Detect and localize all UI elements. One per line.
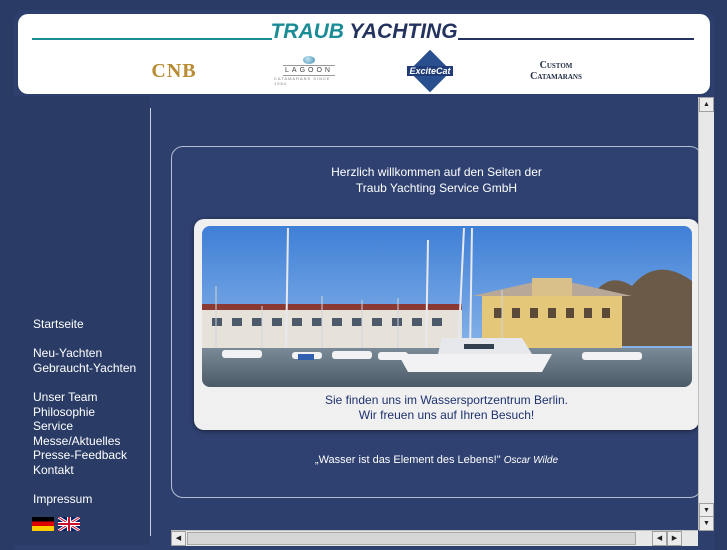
uk-flag-graphic <box>58 517 80 531</box>
quote <box>171 454 702 466</box>
scroll-right-icon[interactable]: ▶ <box>667 531 682 546</box>
photo-card <box>194 219 699 430</box>
nav-link-messe-aktuelles[interactable]: Messe/Aktuelles <box>33 433 121 448</box>
site-header <box>18 14 710 94</box>
nav-group-yachts <box>33 346 136 375</box>
cnb-logo[interactable] <box>136 56 212 86</box>
de-flag-icon[interactable] <box>32 517 54 531</box>
vertical-scrollbar[interactable] <box>698 97 714 530</box>
cnb-logo-text: CNB <box>151 59 197 82</box>
caption-line-2: Wir freuen uns auf Ihren Besuch! <box>358 408 535 422</box>
lagoon-logo[interactable] <box>274 56 344 86</box>
nav-link-unser-team[interactable]: Unser Team <box>33 390 98 404</box>
quote-author: Oscar Wilde <box>503 455 559 466</box>
excitecat-logo[interactable] <box>408 56 452 86</box>
marina-photo-graphic <box>202 226 692 387</box>
nav-link-impressum[interactable]: Impressum <box>33 492 93 506</box>
scroll-left-icon-2[interactable]: ◀ <box>652 531 667 546</box>
lagoon-tagline: CATAMARANS SINCE 1984 <box>274 76 331 86</box>
horizontal-scrollbar[interactable] <box>171 530 698 546</box>
scroll-down-icon-2[interactable]: ▼ <box>699 516 714 531</box>
uk-flag-icon[interactable] <box>58 517 80 531</box>
caption-line-1: Sie finden uns im Wassersportzentrum Berlin. <box>325 393 568 407</box>
horizontal-scroll-thumb[interactable] <box>187 532 636 545</box>
nav-link-kontakt[interactable]: Kontakt <box>33 462 74 477</box>
nav-group-company <box>33 390 127 478</box>
custom-logo-line1: Custom <box>539 60 573 71</box>
sidebar-divider <box>150 108 151 536</box>
nav-group-legal <box>33 492 92 507</box>
scroll-down-icon[interactable]: ▼ <box>699 503 714 518</box>
nav-link-philosophie[interactable]: Philosophie <box>33 404 96 419</box>
photo-caption <box>194 393 699 423</box>
brand-second-word: YACHTING <box>349 20 458 43</box>
brand-title[interactable] <box>18 20 710 44</box>
custom-catamarans-logo[interactable] <box>514 56 598 86</box>
nav-link-neu-yachten[interactable]: Neu-Yachten <box>33 346 103 360</box>
scroll-left-icon[interactable]: ◀ <box>171 531 186 546</box>
quote-text: „Wasser ist das Element des Lebens!" <box>314 454 501 466</box>
excitecat-logo-text: ExciteCat <box>409 66 451 76</box>
welcome-line-2: Traub Yachting Service GmbH <box>355 181 518 195</box>
brand-first-word: TRAUB <box>270 20 344 43</box>
lagoon-logo-text: LAGOON <box>285 67 333 74</box>
custom-logo-line2: Catamarans <box>530 71 582 82</box>
nav-link-service[interactable]: Service <box>33 419 74 434</box>
nav-link-gebraucht-yachten[interactable]: Gebraucht-Yachten <box>33 360 137 375</box>
language-switcher <box>32 517 80 531</box>
welcome-text <box>171 164 702 196</box>
nav-group-home <box>33 317 84 332</box>
marina-photo <box>202 226 692 387</box>
nav-link-presse-feedback[interactable]: Presse-Feedback <box>33 448 128 463</box>
nav-link-startseite[interactable]: Startseite <box>33 317 84 331</box>
scroll-up-icon[interactable]: ▲ <box>699 97 714 112</box>
welcome-line-1: Herzlich willkommen auf den Seiten der <box>331 165 542 179</box>
globe-icon <box>303 56 315 64</box>
